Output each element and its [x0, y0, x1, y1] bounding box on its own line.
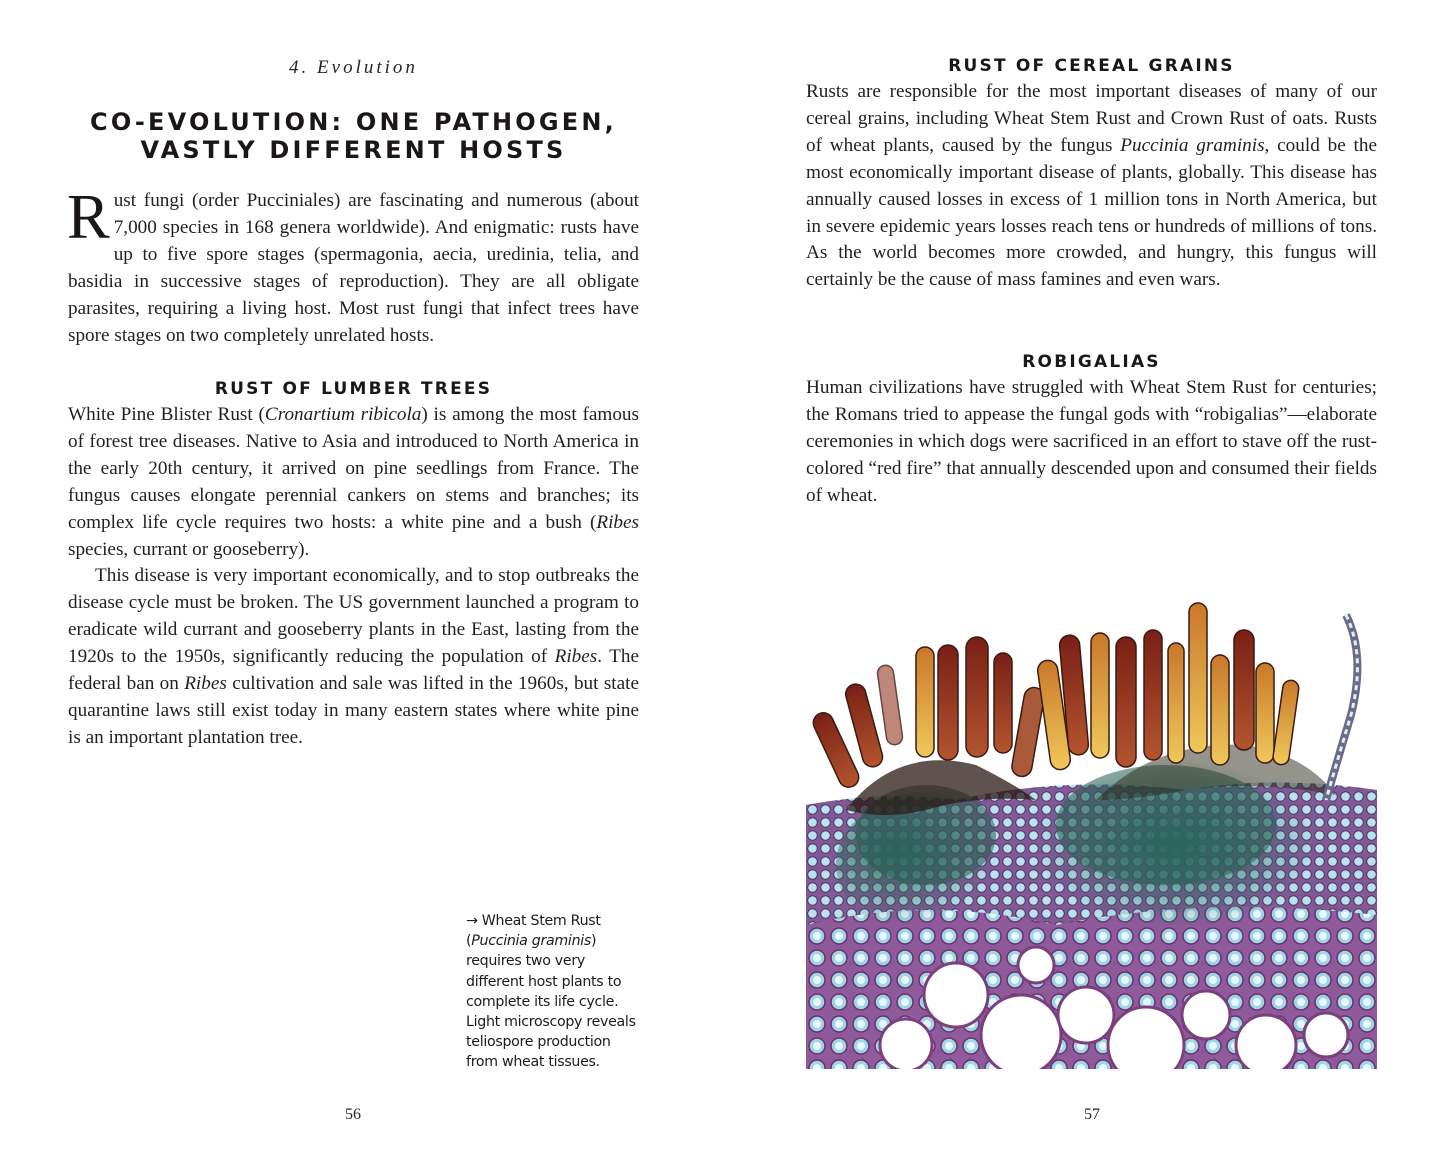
section-heading: ROBIGALIAS: [1022, 352, 1161, 372]
body-paragraph: Rusts are responsible for the most important diseases of many of our cereal grains, including Wheat Stem Rust and Crown Rust of oats. Rusts of wheat plants, caused by the fungus Puccinia graminis, could be the most economically important disease of plants, globally. This disease has annually caused losses in excess of 1 million tons in North America, but in severe epidemic years losses reach tens or hundreds of millions of tons. As the world becomes more crowded, and hungry, this fungus will certainly be the cause of mass famines and even wars.: [806, 81, 1377, 291]
left-page: [0, 0, 722, 1156]
body-paragraph: White Pine Blister Rust (Cronartium ribicola) is among the most famous of forest tree diseases. Native to Asia and introduced to North America in the early 20th century, it arrived on pine seedlings from France. The fungus causes elongate perennial cankers on stems and branches; its complex life cycle requires two hosts: a white pine and a bush (Ribes species, currant or gooseberry).: [68, 404, 639, 560]
drop-cap: R: [67, 181, 110, 252]
section-cereal-grains: [806, 53, 1377, 294]
arrow-right-icon: →: [466, 913, 478, 929]
section-heading: RUST OF LUMBER TREES: [214, 379, 493, 399]
body-paragraph: This disease is very important economically, and to stop outbreaks the disease cycle must be broken. The US government launched a program to eradicate wild currant and gooseberry plants in the East, lasting from the 1920s to the 1950s, significantly reducing the population of Ribes. The federal ban on Ribes cultivation and sale was lifted in the 1960s, but state quarantine laws still exist today in many eastern states where white pine is an important plantation tree.: [68, 565, 639, 748]
chapter-title-line1: CO-EVOLUTION: ONE PATHOGEN,: [90, 108, 617, 136]
wheat-stem-rust-micrograph: [806, 595, 1377, 1069]
running-head: 4. Evolution: [289, 57, 418, 78]
chapter-title: [68, 108, 639, 164]
figure-caption: → Wheat Stem Rust (Puccinia graminis) requires two very different host plants to complete its life cycle. Light microscopy reveals teliospore production from wheat tissues.: [466, 913, 636, 1071]
section-robigalias: [806, 349, 1377, 510]
micrograph-image: [806, 595, 1377, 1069]
intro-block: [67, 181, 639, 349]
page-number: 56: [345, 1106, 361, 1123]
section-lumber-trees: [68, 376, 639, 752]
page-number: 57: [1084, 1106, 1100, 1123]
body-paragraph: Human civilizations have struggled with Wheat Stem Rust for centuries; the Romans tried to appease the fungal gods with “robigalias”—elaborate ceremonies in which dogs were sacrificed in an effort to stave off the rust-colored “red fire” that annually descended upon and consumed their fields of wheat.: [806, 377, 1377, 506]
chapter-title-line2: VASTLY DIFFERENT HOSTS: [140, 136, 567, 164]
intro-paragraph: Rust fungi (order Pucciniales) are fascinating and numerous (about 7,000 species in 168 genera worldwide). And enigmatic: rusts have up to five spore stages (spermagonia, aecia, uredinia, telia, and basidia in successive stages of reproduction). They are all obligate parasites, requiring a living host. Most rust fungi that infect trees have spore stages on two completely unrelated hosts.: [67, 181, 639, 346]
section-heading: RUST OF CEREAL GRAINS: [948, 56, 1235, 76]
